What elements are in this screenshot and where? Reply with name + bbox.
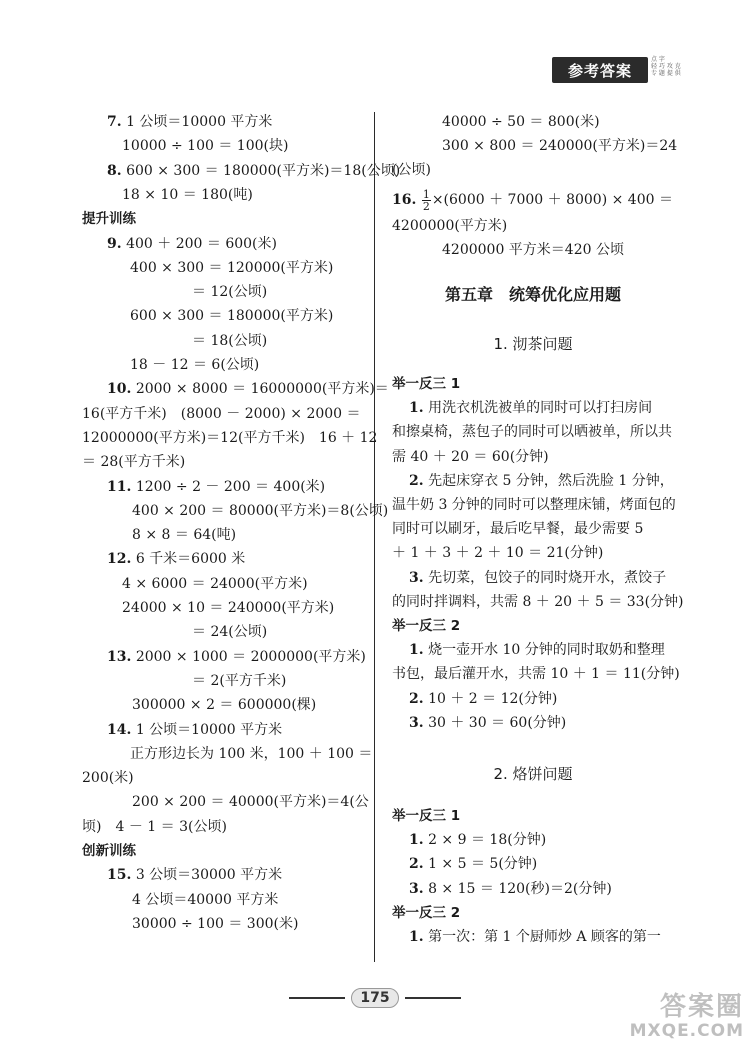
section-label: 提升训练 — [82, 211, 136, 228]
answer-line — [82, 475, 362, 499]
question-number: 2. — [409, 856, 424, 873]
watermark: 答案圈 MXQE.COM — [629, 992, 744, 1041]
answer-line — [392, 469, 674, 493]
answer-text: ＝ 24(公顷) — [192, 624, 268, 641]
answer-line — [82, 572, 362, 596]
answer-line — [392, 517, 674, 541]
question-number: 16. — [392, 192, 417, 208]
answer-line — [82, 110, 362, 134]
section-label: 创新训练 — [82, 843, 136, 859]
answer-line — [82, 377, 389, 401]
answer-line — [392, 493, 674, 517]
answer-text: 2 × 9 ＝ 18(分钟) — [428, 832, 547, 849]
answer-line — [82, 718, 362, 742]
answer-text: 1 公顷＝10000 平方米 — [135, 721, 283, 738]
answer-line — [82, 329, 362, 353]
answer-text: 的同时拌调料，共需 8 ＋ 20 ＋ 5 ＝ 33(分钟) — [392, 593, 684, 610]
answer-text: 4 公顷＝40000 平方米 — [132, 891, 279, 908]
answer-text: 烧一壶开水 10 分钟的同时取奶和整理 — [428, 642, 665, 659]
answer-line — [392, 541, 674, 565]
answer-line — [392, 396, 674, 420]
answer-text: 2000 × 8000 ＝ 16000000(平方米)＝ — [135, 381, 389, 398]
answer-text: 18 － 12 ＝ 6(公顷) — [130, 357, 260, 373]
answer-text: 2000 × 1000 ＝ 2000000(平方米) — [135, 648, 366, 665]
answer-line — [82, 426, 378, 450]
question-number: 1. — [409, 929, 424, 945]
question-number: 1. — [409, 642, 424, 659]
answer-text: 18 × 10 ＝ 180(吨) — [122, 186, 253, 203]
answer-text: 300000 × 2 ＝ 600000(棵) — [132, 697, 317, 714]
answer-text: ＋ 1 ＋ 3 ＋ 2 ＋ 10 ＝ 21(分钟) — [392, 545, 604, 562]
answer-line — [82, 669, 362, 693]
answer-text: 400 ＋ 200 ＝ 600(米) — [126, 235, 277, 252]
answer-text: 先切菜，包饺子的同时烧开水，煮饺子 — [428, 569, 667, 586]
question-number: 14. — [107, 721, 132, 738]
answer-line — [82, 645, 366, 669]
answer-text: 同时可以刷牙，最后吃早餐，最少需要 5 — [392, 521, 644, 538]
answer-line — [82, 134, 362, 158]
answer-line — [82, 596, 362, 620]
question-16 — [392, 186, 674, 214]
answer-line: 4200000 平方米＝420 公顷 — [442, 242, 624, 258]
answer-text: 16(平方千米) (8000 － 2000) × 2000 ＝ — [82, 405, 361, 422]
answer-line — [82, 693, 362, 717]
answer-line — [82, 256, 362, 280]
answer-line — [392, 687, 674, 711]
question-number: 7. — [107, 114, 122, 130]
question-number: 3. — [409, 714, 424, 731]
question-number: 12. — [107, 551, 132, 568]
answer-line — [82, 450, 362, 474]
question-number: 13. — [107, 648, 132, 665]
answer-line: 4200000(平方米) — [392, 218, 508, 234]
section-label: 举一反三 1 — [392, 376, 461, 392]
question-number: 15. — [107, 867, 132, 884]
answer-text: 4 × 6000 ＝ 24000(平方米) — [122, 575, 308, 592]
answer-text: 10 ＋ 2 ＝ 12(分钟) — [428, 690, 558, 707]
answer-text: 先起床穿衣 5 分钟，然后洗脸 1 分钟， — [428, 472, 674, 489]
question-number: 8. — [107, 162, 122, 179]
answer-text: 200(米) — [82, 770, 134, 787]
answer-line — [82, 863, 362, 887]
answer-line — [82, 888, 362, 912]
answer-line — [392, 638, 674, 662]
answer-text: 8 × 8 ＝ 64(吨) — [132, 527, 237, 544]
answer-line — [82, 159, 401, 183]
question-number: 1. — [409, 832, 424, 849]
answer-text: 400 × 300 ＝ 120000(平方米) — [130, 259, 334, 276]
answer-line — [392, 445, 674, 469]
footer-rule — [405, 997, 461, 999]
question-number: 2. — [409, 472, 424, 489]
answer-line — [82, 402, 362, 426]
question-number: 9. — [107, 235, 122, 252]
question-number: 11. — [107, 478, 132, 495]
answer-line — [82, 766, 362, 790]
answer-line — [82, 232, 362, 256]
answer-line — [82, 790, 369, 814]
answer-text: 6 千米＝6000 米 — [135, 551, 246, 568]
section-label: 举一反三 2 — [392, 618, 461, 634]
question-number: 3. — [409, 880, 424, 897]
answer-text: 需 40 ＋ 20 ＝ 60(分钟) — [392, 448, 549, 465]
answer-line — [82, 183, 362, 207]
answer-line — [82, 499, 389, 523]
answer-line — [392, 590, 684, 614]
answer-line — [82, 280, 362, 304]
answer-line — [392, 566, 674, 590]
answer-line — [392, 420, 674, 444]
answer-line: 300 × 800 ＝ 240000(平方米)＝24 — [442, 138, 678, 154]
section-heading: 2. 烙饼问题 — [493, 765, 573, 783]
section-badge: 参考答案 — [552, 57, 648, 83]
question-number: 2. — [409, 690, 424, 707]
answer-text: 1 公顷＝10000 平方米 — [126, 114, 273, 130]
answer-line — [392, 925, 674, 949]
answer-text: 30 ＋ 30 ＝ 60(分钟) — [428, 714, 567, 731]
answer-line — [392, 662, 680, 686]
answer-text: ×(6000 ＋ 7000 ＋ 8000) × 400 ＝ — [431, 192, 673, 208]
answer-text: 24000 × 10 ＝ 240000(平方米) — [122, 600, 335, 616]
section-label: 举一反三 1 — [392, 808, 461, 824]
answer-text: 8 × 15 ＝ 120(秒)＝2(分钟) — [428, 880, 612, 897]
section-heading: 1. 沏茶问题 — [493, 335, 573, 353]
section-label: 举一反三 2 — [392, 904, 461, 921]
answer-line — [82, 304, 362, 328]
question-number: 10. — [107, 381, 132, 398]
answer-text: 30000 ÷ 100 ＝ 300(米) — [132, 915, 299, 932]
answer-line: (公顷) — [392, 162, 431, 178]
answer-text: 1200 ÷ 2 － 200 ＝ 400(米) — [135, 478, 326, 495]
answer-text: 正方形边长为 100 米，100 ＋ 100 ＝ — [130, 745, 373, 762]
question-number: 3. — [409, 569, 424, 586]
answer-text: 600 × 300 ＝ 180000(平方米) — [130, 308, 334, 325]
header-decoration: 点 字 轻 巧 攻 克 专 题 提 供 — [651, 56, 681, 77]
answer-line — [82, 523, 362, 547]
answer-text: 10000 ÷ 100 ＝ 100(块) — [122, 138, 289, 155]
answer-line — [392, 852, 674, 876]
answer-text: ＝ 2(平方千米) — [192, 672, 287, 689]
answer-line — [392, 711, 674, 735]
answer-text: 书包，最后灌开水，共需 10 ＋ 1 ＝ 11(分钟) — [392, 666, 680, 683]
answer-text: 600 × 300 ＝ 180000(平方米)＝18(公顷) — [126, 162, 401, 179]
answer-text: ＝ 18(公顷) — [192, 332, 268, 349]
question-number: 1. — [409, 400, 424, 417]
answer-text: 400 × 200 ＝ 80000(平方米)＝8(公顷) — [132, 502, 389, 519]
answer-text: ＝ 28(平方千米) — [82, 454, 186, 471]
answer-line — [392, 828, 674, 852]
answer-text: 用洗衣机洗被单的同时可以打扫房间 — [428, 400, 653, 417]
answer-line — [82, 547, 362, 571]
answer-line: 40000 ÷ 50 ＝ 800(米) — [442, 114, 600, 130]
answer-line — [82, 742, 373, 766]
answer-line — [82, 620, 362, 644]
answer-text: 和擦桌椅，蒸包子的同时可以晒被单，所以共 — [392, 424, 672, 441]
answer-text: 1 × 5 ＝ 5(分钟) — [428, 856, 538, 873]
answer-text: 200 × 200 ＝ 40000(平方米)＝4(公 — [132, 794, 369, 811]
answer-text: 12000000(平方米)＝12(平方千米) 16 ＋ 12 — [82, 429, 378, 446]
column-divider — [374, 112, 375, 962]
answer-text: ＝ 12(公顷) — [192, 284, 268, 301]
answer-line — [392, 877, 674, 901]
answer-line — [82, 353, 362, 377]
answer-text: 温牛奶 3 分钟的同时可以整理床铺，烤面包的 — [392, 497, 676, 513]
answer-text: 顷) 4 － 1 ＝ 3(公顷) — [82, 818, 227, 835]
page-number: 175 — [351, 988, 398, 1008]
answer-line — [82, 912, 362, 936]
chapter-title: 第五章 统筹优化应用题 — [444, 285, 621, 304]
fraction: $\frac{1}{2}$ — [422, 187, 430, 213]
answer-line — [82, 815, 362, 839]
answer-text: 3 公顷＝30000 平方米 — [135, 867, 283, 884]
footer-rule — [289, 997, 345, 999]
answer-text: 第一次：第 1 个厨师炒 A 顾客的第一 — [428, 929, 661, 945]
